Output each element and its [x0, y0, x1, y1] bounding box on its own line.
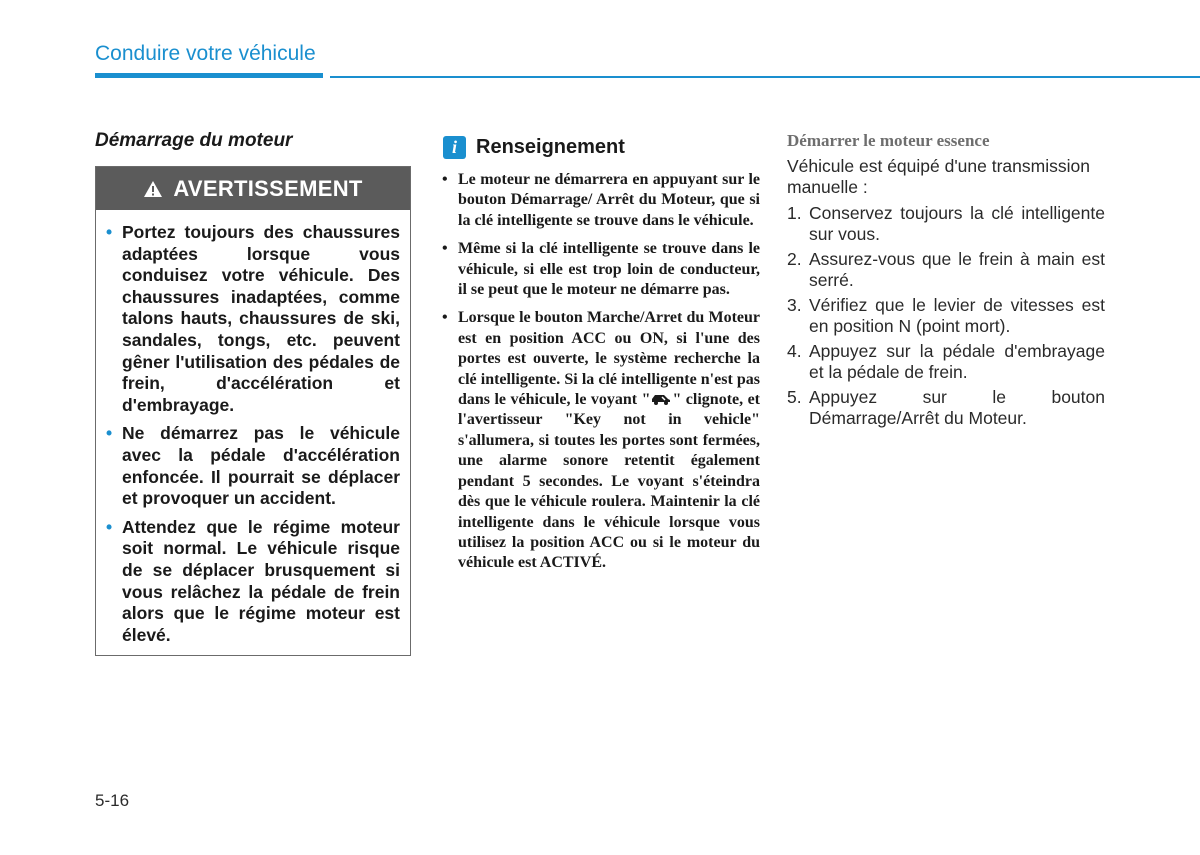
- step-item: [787, 295, 1105, 337]
- step-number: 3.: [787, 295, 802, 315]
- step-item: [787, 249, 1105, 291]
- info-item-text: Même si la clé intelligente se trouve dans le véhicule, si elle est trop loin de conducteur, il se peut que le moteur ne démarre pas.: [458, 240, 760, 299]
- step-number: 4.: [787, 341, 802, 361]
- warning-item: • Attendez que le régime moteur soit normal. Le véhicule risque de se déplacer brusquement si vous relâchez la pédale de frein alors que le régime moteur est élevé.: [106, 516, 400, 645]
- subsection-intro: Véhicule est équipé d'une transmission manuelle :: [787, 156, 1090, 197]
- subsection-title: Démarrer le moteur essence: [787, 131, 990, 150]
- header-rule: [330, 76, 1200, 78]
- warning-item: • Portez toujours des chaussures adaptées lorsque vous conduisez votre véhicule. Des chaussures inadaptées, comme talons hauts, chaussures de ski, sandales, tongs, etc. peuvent gêner l'utilisation des pédales de frein, d'accélération et d'embrayage.: [106, 222, 400, 415]
- info-heading: [443, 136, 625, 159]
- info-item-text: Le moteur ne démarrera en appuyant sur le bouton Démarrage/ Arrêt du Moteur, que si la clé intelligente se trouve dans le véhicule.: [458, 171, 760, 229]
- step-number: 2.: [787, 249, 802, 269]
- warning-item-text: Portez toujours des chaussures adaptées lorsque vous conduisez votre véhicule. Des chaussures inadaptées, comme talons hauts, chaussures de ski, sandales, tongs, etc. peuvent gêner l'utilisation des pédales de frein, d'accélération et d'embrayage.: [122, 222, 400, 415]
- step-text: Appuyez sur la pédale d'embrayage et la pédale de frein.: [809, 341, 1105, 382]
- page-number: 5-16: [95, 791, 130, 810]
- warning-item: • Ne démarrez pas le véhicule avec la pédale d'accélération enfoncée. Il pourrait se déplacer et provoquer un accident.: [106, 423, 400, 509]
- step-text: Assurez-vous que le frein à main est serré.: [809, 249, 1105, 290]
- step-item: [787, 387, 1105, 429]
- warning-box: [95, 166, 411, 656]
- warning-item-text: Ne démarrez pas le véhicule avec la pédale d'accélération enfoncée. Il pourrait se déplacer et provoquer un accident.: [122, 423, 400, 509]
- step-number: 1.: [787, 203, 802, 223]
- step-text: Conservez toujours la clé intelligente sur vous.: [809, 203, 1105, 244]
- info-icon: i: [443, 136, 466, 159]
- info-item-text-part1: Lorsque le bouton Marche/Arret du Moteur est en position ACC ou ON, si l'une des portes est ouverte, le système recherche la clé intelligente. Si la clé intelligente n'est pas dans le véhicule, le voyant ": [458, 309, 760, 409]
- info-item: • Même si la clé intelligente se trouve dans le véhicule, si elle est trop loin de conducteur, il se peut que le moteur ne démarre pas.: [442, 240, 760, 299]
- chapter-title: Conduire votre véhicule: [95, 42, 316, 65]
- info-item-text-part2: " clignote, et l'avertisseur "Key not in vehicle" s'allumera, si toutes les portes sont fermées, une alarme sonore retentit également pendant 5 secondes. Le voyant s'éteindra dès que le véhicule roulera. Maintenir la clé intelligente dans le véhicule lorsque vous utilisez la position ACC ou si le moteur du véhicule est ACTIVÉ.: [458, 391, 760, 572]
- step-text: Vérifiez que le levier de vitesses est en position N (point mort).: [809, 295, 1105, 336]
- step-item: [787, 341, 1105, 383]
- info-item: • Le moteur ne démarrera en appuyant sur le bouton Démarrage/ Arrêt du Moteur, que si la clé intelligente se trouve dans le véhicule.: [442, 171, 760, 229]
- info-title: Renseignement: [476, 136, 625, 158]
- steps-list: [787, 203, 1105, 433]
- warning-triangle-icon: [143, 180, 163, 198]
- step-text: Appuyez sur le bouton Démarrage/Arrêt du Moteur.: [809, 387, 1105, 428]
- section-title: Démarrage du moteur: [95, 130, 293, 151]
- header-rule-accent: [95, 73, 323, 78]
- info-list: [440, 170, 760, 582]
- step-number: 5.: [787, 387, 802, 407]
- warning-header: [96, 167, 410, 210]
- warning-item-text: Attendez que le régime moteur soit normal. Le véhicule risque de se déplacer brusquement si vous relâchez la pédale de frein alors que le régime moteur est élevé.: [122, 516, 400, 645]
- step-item: [787, 203, 1105, 245]
- warning-title: AVERTISSEMENT: [173, 175, 363, 201]
- info-item: • Lorsque le bouton Marche/Arret du Moteur est en position ACC ou ON, si l'une des portes est ouverte, le système recherche la clé intelligente. Si la clé intelligente n'est pas dans le véhicule, le voyant " " clignote, et l'avertisseur "Key not in vehicle" s'allumera, si toutes les portes sont fermées, une alarme sonore retentit également pendant 5 secondes. Le voyant s'éteindra dès que le véhicule roulera. Maintenir la clé intelligente dans le véhicule lorsque vous utilisez la position ACC ou si le moteur du véhicule est ACTIVÉ.: [442, 309, 760, 572]
- car-key-indicator-icon: [650, 392, 672, 406]
- warning-list: [96, 210, 410, 646]
